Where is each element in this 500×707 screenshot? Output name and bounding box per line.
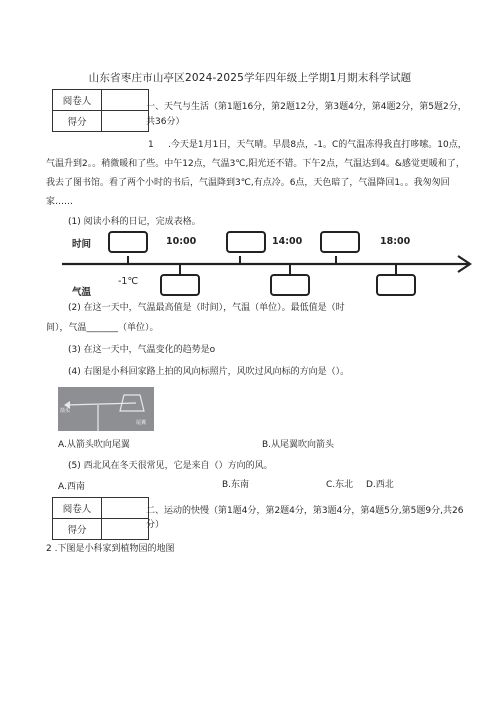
sub-question-3: (3) 在这一天中，气温变化的趋势是o <box>68 345 216 355</box>
reviewer-label-2: 阅卷人 <box>53 498 102 519</box>
score-label-2: 得分 <box>53 519 102 540</box>
score-cell <box>102 111 149 132</box>
q1-line2: 气温升到2。。稍微暖和了些。中午12点，气温3℃,阳光还不错。下午2点，气温达到4。&感觉更暖和了， <box>46 159 465 169</box>
section2-heading-cont: 分） <box>146 520 165 530</box>
temp-label: 气温 <box>72 287 92 298</box>
option-5a[interactable]: A.西南 <box>58 482 85 492</box>
time-18: 18:00 <box>380 236 411 247</box>
temp-input-box-2[interactable] <box>270 274 310 296</box>
sub-question-2-line1: (2) 在这一天中，气温最高值是（时间），气温（单位）。最低值是（时 <box>68 303 345 313</box>
photo-label-arrow: 箭头 <box>60 408 71 414</box>
section2-heading: 二、运动的快慢（第1题4分，第2题4分，第3题4分，第4题5分,第5题9分,共26 <box>146 506 464 516</box>
question-2: 2 .下图是小科家到植物园的地图 <box>46 544 175 554</box>
q1-line3: 我去了图书馆。看了两个小时的书后，气温降到3℃,有点冷。6点，天色暗了，气温降回1。。我匆匆回 <box>46 178 450 188</box>
option-5c[interactable]: C.东北 <box>326 480 354 490</box>
time-10: 10:00 <box>166 236 197 247</box>
option-5b[interactable]: B.东南 <box>222 480 250 490</box>
score-table-section2 <box>52 497 149 540</box>
q1-line4: 家…… <box>46 197 74 207</box>
time-label: 时间 <box>72 239 92 250</box>
section1-heading: 一、天气与生活（第1题16分，第2题12分，第3题4分，第4题2分，第5题2分， <box>146 102 467 112</box>
reviewer-cell-2 <box>102 498 149 519</box>
photo-label-tail: 尾翼 <box>136 420 147 426</box>
q1-line1: .今天是1月1日，天气晴。早晨8点，-1。C的气温冻得我直打哆嗦。10点， <box>168 140 467 150</box>
temp-first: -1℃ <box>118 276 139 287</box>
option-5d[interactable]: D.西北 <box>366 480 394 490</box>
section1-heading-cont: 共36分） <box>146 117 185 127</box>
time-14: 14:00 <box>272 236 303 247</box>
option-4a[interactable]: A.从箭头吹向尾翼 <box>58 440 130 450</box>
temp-input-box-3[interactable] <box>376 274 416 296</box>
sub-question-1: (1) 阅读小科的日记，完成表格。 <box>68 217 201 227</box>
reviewer-cell <box>102 90 149 111</box>
score-label: 得分 <box>53 111 102 132</box>
score-table-section1 <box>52 89 149 132</box>
reviewer-label: 阅卷人 <box>53 90 102 111</box>
option-4b[interactable]: B.从尾翼吹向箭头 <box>262 440 335 450</box>
sub-question-4: (4) 右图是小科回家路上拍的风向标照片，风吹过风向标的方向是（）。 <box>68 367 350 377</box>
temp-input-box-1[interactable] <box>160 274 200 296</box>
page-title: 山东省枣庄市山亭区2024-2025学年四年级上学期1月期末科学试题 <box>88 72 412 84</box>
score-cell-2 <box>102 519 149 540</box>
sub-question-2-line2: 间），气温_______（单位）。 <box>46 323 159 333</box>
sub-question-5: (5) 西北风在冬天很常见，它是来自（）方向的风。 <box>68 461 273 471</box>
q1-number: 1 <box>148 140 154 150</box>
wind-vane-photo <box>58 387 154 431</box>
